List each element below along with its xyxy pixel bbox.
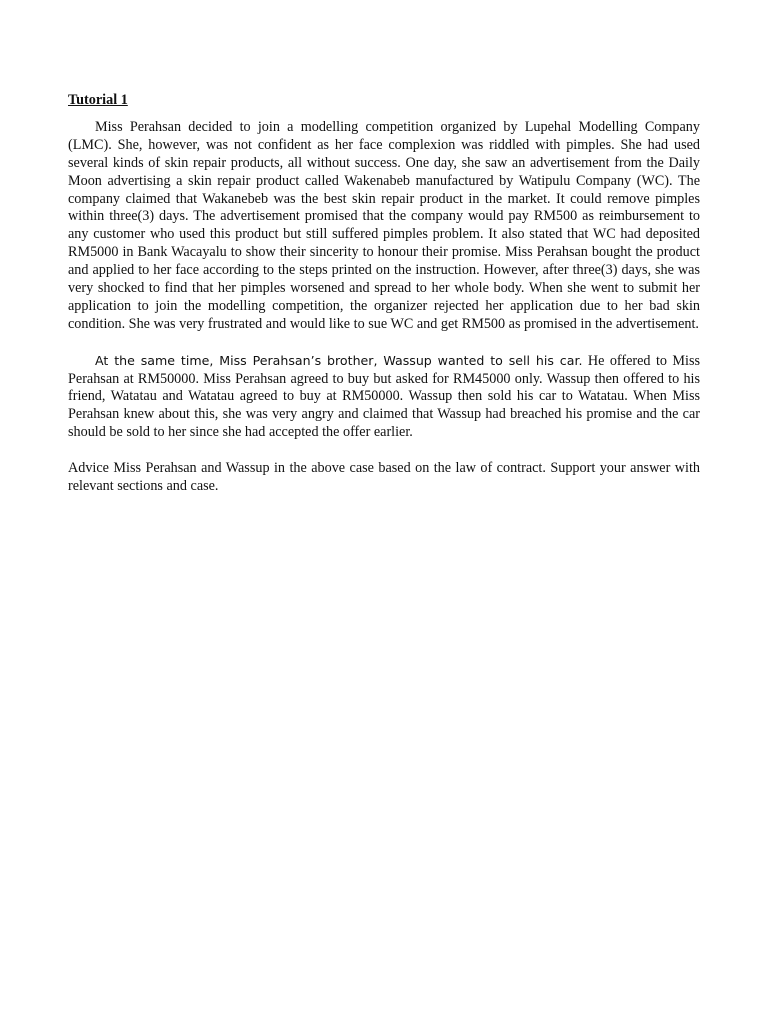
document-title: Tutorial 1 — [68, 92, 128, 108]
document-page — [68, 92, 700, 514]
paragraph-2 — [68, 352, 700, 443]
paragraph-1: Miss Perahsan decided to join a modelling competition organized by Lupehal Modelling Company (LMC). She, however, was not confident as her face complexion was riddled with pimples. She had used several kinds of skin repair products, all without success. One day, she saw an advertisement from the Daily Moon advertising a skin repair product called Wakenabeb manufactured by Watipulu Company (WC). The company claimed that Wakanebeb was the best skin repair product in the market. It could remove pimples within three(3) days. The advertisement promised that the company would pay RM500 as reimbursement to any customer who used this product but still suffered pimples problem. It also stated that WC had deposited RM5000 in Bank Wacayalu to show their sincerity to honour their promise. Miss Perahsan bought the product and applied to her face according to the steps printed on the instruction. However, after three(3) days, she was very shocked to find that her pimples worsened and spread to her whole body. When she went to submit her application to join the modelling competition, the organizer rejected her application due to her bad skin condition. She was very frustrated and would like to sue WC and get RM500 as promised in the advertisement. — [68, 118, 700, 332]
paragraph-3: Advice Miss Perahsan and Wassup in the above case based on the law of contract. Support your answer with relevant sections and case. — [68, 460, 700, 494]
paragraph-2-rest: He offered to Miss Perahsan at RM50000. Miss Perahsan agreed to buy but asked for RM45000 only. Wassup then offered to his friend, Watatau and Watatau agreed to buy at RM50000. Wassup then sold his car to Watatau. When Miss Perahsan knew about this, she was very angry and claimed that Wassup had breached his promise and the car should be sold to her since she had accepted the offer earlier. — [68, 352, 700, 441]
paragraph-2-lead: At the same time, Miss Perahsan’s brother, Wassup wanted to sell his car. — [95, 352, 583, 368]
